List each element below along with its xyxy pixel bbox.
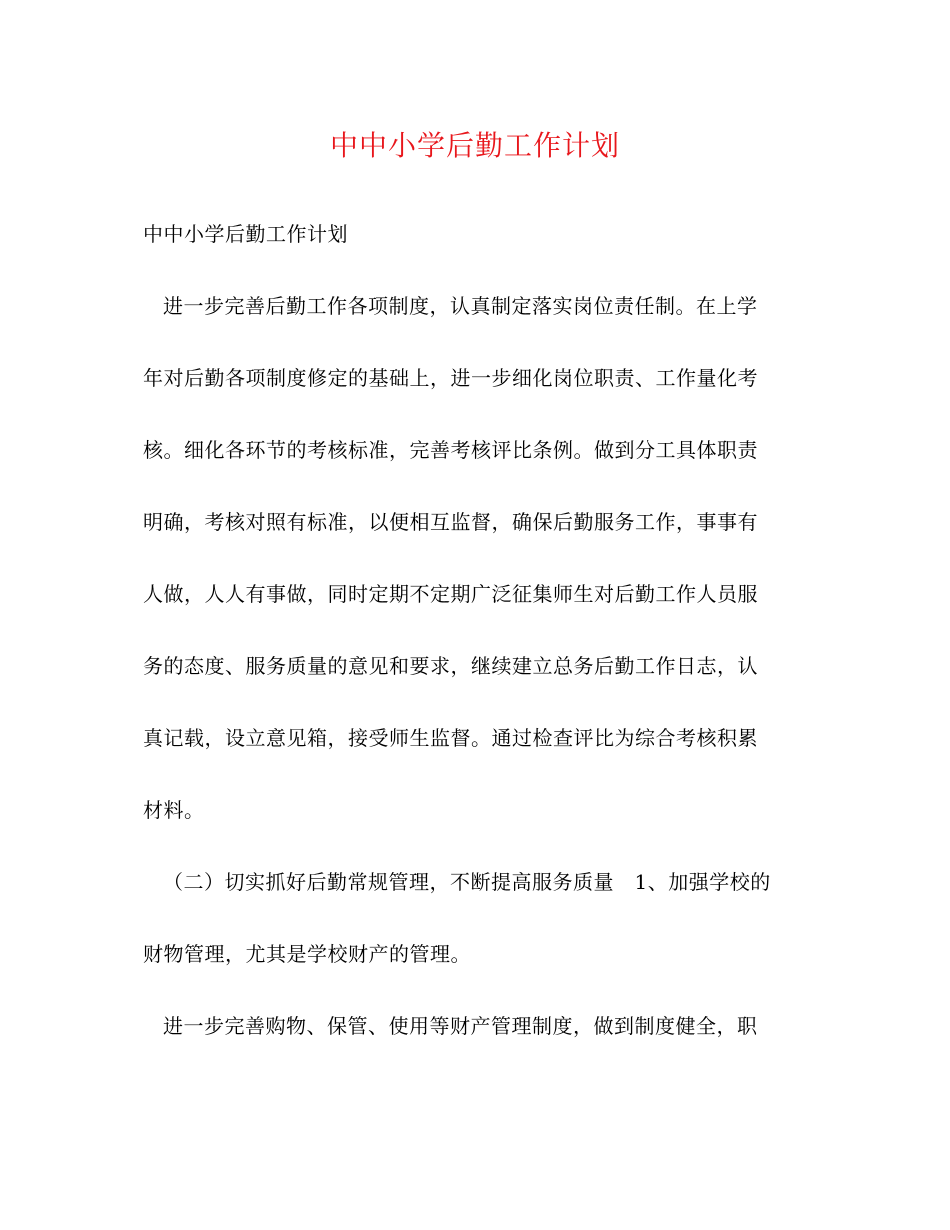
body-line-7: 真记载，设立意见箱，接受师生监督。通过检查评比为综合考核积累 — [143, 726, 758, 750]
body-line-10: 财物管理，尤其是学校财产的管理。 — [143, 942, 471, 966]
body-line-3: 核。细化各环节的考核标准，完善考核评比条例。做到分工具体职责 — [143, 438, 758, 462]
body-line-4: 明确，考核对照有标准，以便相互监督，确保后勤服务工作，事事有 — [143, 510, 758, 534]
body-line-subtitle: 中中小学后勤工作计划 — [143, 222, 348, 246]
body-line-2: 年对后勤各项制度修定的基础上，进一步细化岗位职责、工作量化考 — [143, 366, 758, 390]
body-line-8: 材料。 — [143, 798, 205, 822]
body-line-9: （二）切实抓好后勤常规管理，不断提高服务质量 1、加强学校的 — [163, 870, 771, 894]
body-line-1: 进一步完善后勤工作各项制度，认真制定落实岗位责任制。在上学 — [163, 294, 758, 318]
body-line-11: 进一步完善购物、保管、使用等财产管理制度，做到制度健全，职 — [163, 1014, 758, 1038]
body-line-5: 人做，人人有事做，同时定期不定期广泛征集师生对后勤工作人员服 — [143, 582, 758, 606]
body-line-6: 务的态度、服务质量的意见和要求，继续建立总务后勤工作日志，认 — [143, 654, 758, 678]
document-title: 中中小学后勤工作计划 — [329, 129, 620, 162]
document-body — [143, 198, 803, 1062]
